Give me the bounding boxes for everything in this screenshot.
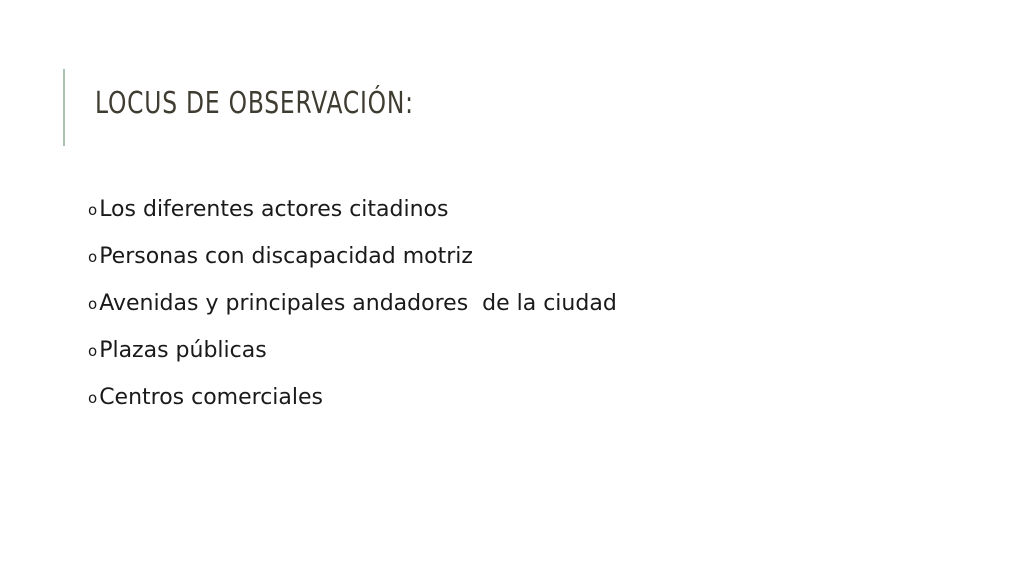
- title-accent-line: [63, 69, 65, 146]
- bullet-item: [88, 197, 617, 244]
- bullet-text: Los diferentes actores citadinos: [99, 197, 449, 222]
- bullet-text: Centros comerciales: [99, 385, 324, 410]
- bullet-circle-icon: o: [88, 248, 98, 266]
- slide-title: LOCUS DE OBSERVACIÓN:: [95, 86, 414, 121]
- bullet-text: Plazas públicas: [99, 338, 267, 363]
- bullet-text: Personas con discapacidad motriz: [99, 244, 473, 269]
- bullet-list: [88, 197, 617, 432]
- bullet-item: [88, 385, 617, 432]
- bullet-circle-icon: o: [88, 295, 98, 313]
- bullet-text: Avenidas y principales andadores de la ciudad: [99, 291, 617, 316]
- bullet-circle-icon: o: [88, 389, 98, 407]
- bullet-item: [88, 338, 617, 385]
- bullet-item: [88, 291, 617, 338]
- bullet-circle-icon: o: [88, 201, 98, 219]
- bullet-item: [88, 244, 617, 291]
- bullet-circle-icon: o: [88, 342, 98, 360]
